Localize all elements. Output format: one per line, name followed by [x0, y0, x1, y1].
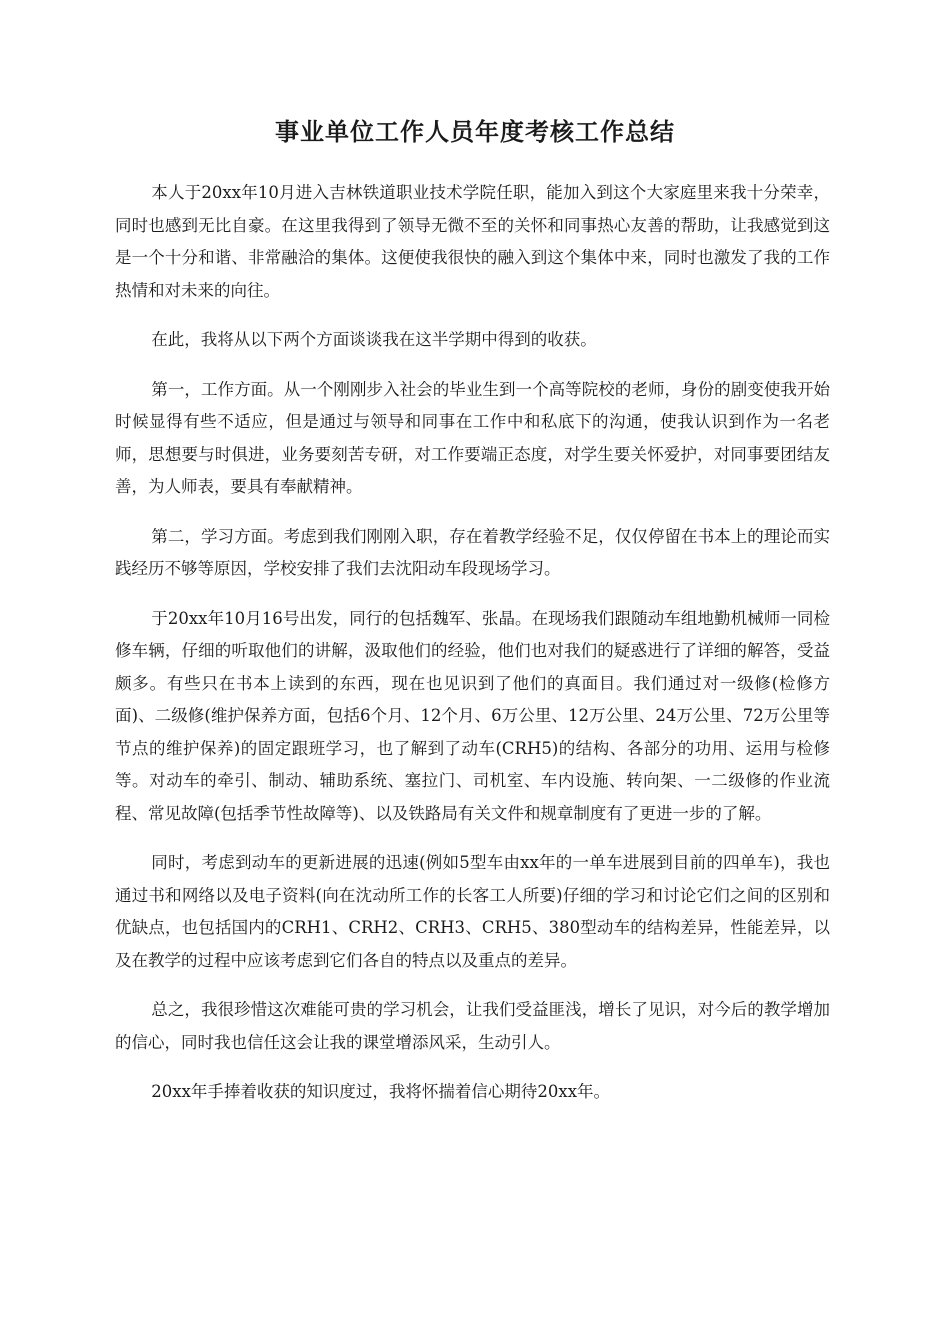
paragraph-work: 第一，工作方面。从一个刚刚步入社会的毕业生到一个高等院校的老师，身份的剧变使我开始时候显得有些不适应，但是通过与领导和同事在工作中和私底下的沟通，使我认识到作为一名老师，思想要与时俱进，业务要刻苦专研，对工作要端正态度，对学生要关怀爱护，对同事要团结友善，为人师表，要具有奉献精神。 [115, 379, 830, 496]
paragraph-closing: 20xx年手捧着收获的知识度过，我将怀揣着信心期待20xx年。 [151, 1082, 611, 1101]
paragraph-overview: 在此，我将从以下两个方面谈谈我在这半学期中得到的收获。 [151, 330, 597, 349]
paragraph-field-training: 于20xx年10月16号出发，同行的包括魏军、张晶。在现场我们跟随动车组地勤机械师一同检修车辆，仔细的听取他们的讲解，汲取他们的经验，他们也对我们的疑惑进行了详细的解答，受益颇多。有些只在书本上读到的东西，现在也见识到了他们的真面目。我们通过对一级修(检修方面)、二级修(维护保养方面，包括6个月、12个月、6万公里、12万公里、24万公里、72万公里等节点的维护保养)的固定跟班学习，也了解到了动车(CRH5)的结构、各部分的功用、运用与检修等。对动车的牵引、制动、辅助系统、塞拉门、司机室、车内设施、转向架、一二级修的作业流程、常见故障(包括季节性故障等)、以及铁路局有关文件和规章制度有了更进一步的了解。 [115, 608, 830, 823]
paragraph-study: 第二，学习方面。考虑到我们刚刚入职，存在着教学经验不足，仅仅停留在书本上的理论而实践经历不够等原因，学校安排了我们去沈阳动车段现场学习。 [115, 526, 830, 578]
document-body [115, 177, 830, 1126]
document-title: 事业单位工作人员年度考核工作总结 [275, 118, 675, 146]
paragraph-intro: 本人于20xx年10月进入吉林铁道职业技术学院任职，能加入到这个大家庭里来我十分荣幸，同时也感到无比自豪。在这里我得到了领导无微不至的关怀和同事热心友善的帮助，让我感觉到这是一个十分和谐、非常融洽的集体。这便使我很快的融入到这个集体中来，同时也激发了我的工作热情和对未来的向往。 [115, 183, 830, 300]
paragraph-conclusion: 总之，我很珍惜这次难能可贵的学习机会，让我们受益匪浅，增长了见识，对今后的教学增加的信心，同时我也信任这会让我的课堂增添风采，生动引人。 [115, 1000, 830, 1052]
paragraph-self-study: 同时，考虑到动车的更新进展的迅速(例如5型车由xx年的一单车进展到目前的四单车)，我也通过书和网络以及电子资料(向在沈动所工作的长客工人所要)仔细的学习和讨论它们之间的区别和优缺点，也包括国内的CRH1、CRH2、CRH3、CRH5、380型动车的结构差异，性能差异，以及在教学的过程中应该考虑到它们各自的特点以及重点的差异。 [115, 853, 830, 970]
